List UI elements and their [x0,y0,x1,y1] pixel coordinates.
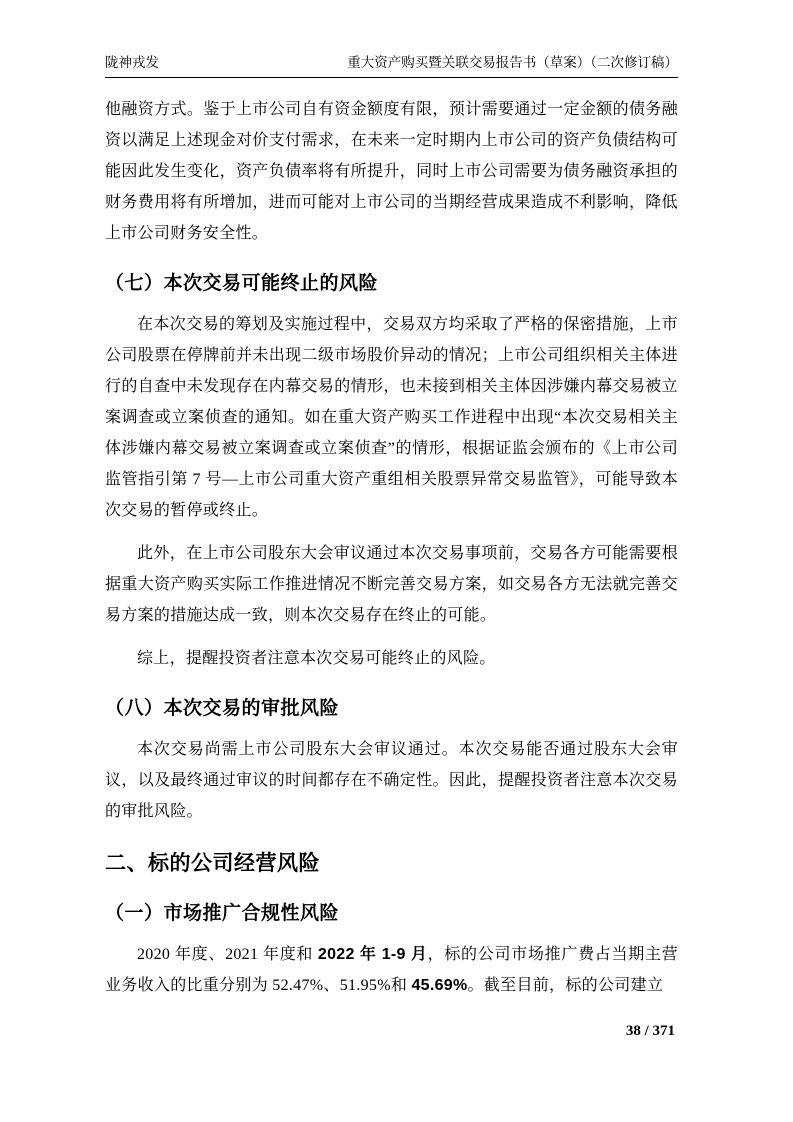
bold-text-run: 2022 年 1-9 月 [317,945,428,963]
paragraph-plan-refinement: 此外，在上市公司股东大会审议通过本次交易事项前，交易各方可能需要根据重大资产购买实际工作推进情况不断完善交易方案，如交易各方无法就完善交易方案的措施达成一致，则本次交易存在终止的可能。 [105,544,678,624]
bold-text-run: 45.69% [411,976,468,994]
page-header [105,55,678,78]
header-report-title: 重大资产购买暨关联交易报告书（草案）（二次修订稿） [347,55,678,70]
heading-section-7-termination-risk: （七）本次交易可能终止的风险 [105,272,379,294]
heading-section-1-promotion-compliance-risk: （一）市场推广合规性风险 [105,902,340,924]
paragraph-financing-risk-continuation: 他融资方式。鉴于上市公司自有资金额度有限，预计需要通过一定金额的债务融资以满足上述现金对价支付需求，在未来一定时期内上市公司的资产负债结构可能因此发生变化，资产负债率将有所提升，同时上市公司需要为债务融资承担的财务费用将有所增加，进而可能对上市公司的当期经营成果造成不利影响，降低上市公司财务安全性。 [105,100,678,242]
paragraph-promotion-expense-stats [105,939,678,1001]
header-company-name: 陇神戎发 [105,55,159,70]
heading-chapter-2-operating-risk: 二、标的公司经营风险 [105,851,320,875]
paragraph-termination-reminder: 综上，提醒投资者注意本次交易可能终止的风险。 [137,649,496,667]
text-run: 。截至目前，标的公司建立 [467,976,664,994]
text-run: ，标的公司市场推广费占当期主营业务收入的比重分别为 52.47%、51.95%和 [105,945,678,994]
page-number: 38 / 371 [625,1023,675,1039]
text-run: 2020 年度、2021 年度和 [137,945,318,963]
paragraph-insider-trading: 在本次交易的筹划及实施过程中，交易双方均采取了严格的保密措施，上市公司股票在停牌前并未出现二级市场股价异动的情况；上市公司组织相关主体进行的自查中未发现存在内幕交易的情形，也未接到相关主体因涉嫌内幕交易被立案调查或立案侦查的通知。如在重大资产购买工作进程中出现“本次交易相关主体涉嫌内幕交易被立案调查或立案侦查”的情形，根据证监会颁布的《上市公司监管指引第 7 号—上市公司重大资产重组相关股票异常交易监管》，可能导致本次交易的暂停或终止。 [105,315,678,519]
document-body [105,94,678,1001]
heading-section-8-approval-risk: （八）本次交易的审批风险 [105,697,340,719]
paragraph-approval-risk: 本次交易尚需上市公司股东大会审议通过。本次交易能否通过股东大会审议，以及最终通过审议的时间都存在不确定性。因此，提醒投资者注意本次交易的审批风险。 [105,740,678,820]
